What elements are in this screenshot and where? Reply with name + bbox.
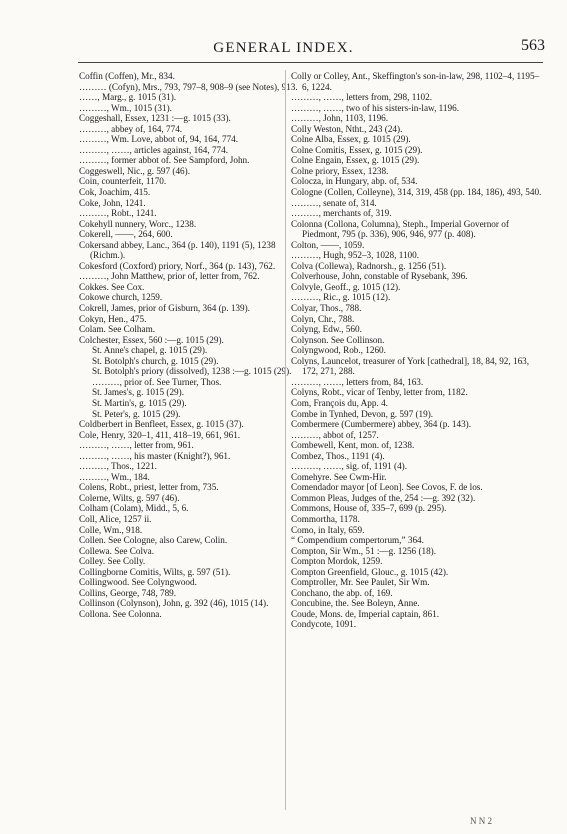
index-entry: Colam. See Colham.: [79, 324, 156, 335]
index-entry: ………, ……, his master (Knight?), 961.: [79, 450, 231, 461]
index-entry: Collona. See Colonna.: [79, 608, 162, 619]
index-entry: Coin, counterfeit, 1170.: [79, 176, 167, 187]
index-entry: Com, François du, App. 4.: [291, 397, 388, 408]
index-entry: St. James's, g. 1015 (29).: [92, 387, 184, 398]
index-entry: St. Botolph's church, g. 1015 (29).: [92, 355, 219, 366]
index-entry: Cokkes. See Cox.: [79, 281, 145, 292]
index-entry: Cokyn, Hen., 475.: [79, 313, 147, 324]
index-entry: Cole, Henry, 320–1, 411, 418–19, 661, 961.: [79, 429, 241, 440]
index-entry: ………, ……, letters from, 84, 163.: [291, 376, 424, 387]
index-entry: Coggeswell, Nic., g. 597 (46).: [79, 165, 190, 176]
index-entry: Coll, Alice, 1257 ii.: [79, 513, 152, 524]
index-entry: Colva (Collewa), Radnorsh., g. 1256 (51).: [291, 260, 447, 271]
index-entry: Concubine, the. See Boleyn, Anne.: [291, 598, 420, 609]
index-entry: Colly or Colley, Ant., Skeffington's son-in-law, 298, 1102–4, 1195–6, 1224.: [291, 71, 540, 92]
index-entry: Cokehyll nunnery, Worc., 1238.: [79, 218, 197, 229]
index-entry: Combez, Thos., 1191 (4).: [291, 450, 385, 461]
index-entry: “ Compendium compertorum,” 364.: [291, 535, 424, 546]
index-entry: ………, ……, articles against, 164, 774.: [79, 144, 229, 155]
index-entry: ………, John, 1103, 1196.: [291, 113, 389, 124]
signature-mark: N N 2: [470, 816, 492, 826]
index-entry: Cokersand abbey, Lanc., 364 (p. 140), 1191 (5), 1238 (Richm.).: [79, 239, 276, 261]
index-entry: Colynson. See Collinson.: [291, 334, 385, 345]
index-entry: ………, ……, letter from, 961.: [79, 440, 194, 451]
index-entry: Cokesford (Coxford) priory, Norf., 364 (p. 143), 762.: [79, 260, 276, 271]
index-entry: Cokerell, ——, 264, 600.: [79, 229, 173, 240]
index-entry: Comptroller, Mr. See Paulet, Sir Wm.: [291, 577, 430, 588]
index-entry: Colle, Wm., 918.: [79, 524, 143, 535]
index-entry: Colvyle, Geoff., g. 1015 (12).: [291, 281, 401, 292]
page-header: [0, 37, 567, 60]
index-entry: Colyngwood, Rob., 1260.: [291, 345, 386, 356]
index-entry: ………, abbot of, 1257.: [291, 429, 379, 440]
index-entry: Colens, Robt., priest, letter from, 735.: [79, 482, 219, 493]
index-entry: ………, Robt., 1241.: [79, 208, 157, 219]
index-entry: Colonna (Collona, Columna), Steph., Imperial Governor of Piedmont, 795 (p. 336), 906, 946, 977 (p. 408).: [291, 218, 509, 240]
index-entry: St. Anne's chapel, g. 1015 (29).: [92, 345, 208, 356]
index-entry: Colne priory, Essex, 1238.: [291, 165, 389, 176]
index-entry: Collins, George, 748, 789.: [79, 587, 177, 598]
index-entry: Cok, Joachim, 415.: [79, 187, 151, 198]
index-column-left: [79, 71, 309, 619]
index-entry: Coldberbert in Benfleet, Essex, g. 1015 (37).: [79, 419, 244, 430]
index-entry: Collingwood. See Colyngwood.: [79, 577, 197, 588]
index-entry: Coffin (Coffen), Mr., 834.: [79, 71, 175, 81]
index-entry: ……, Marg., g. 1015 (31).: [79, 92, 177, 103]
index-entry: Compton Greenfield, Glouc., g. 1015 (42).: [291, 566, 449, 577]
index-entry: Condycote, 1091.: [291, 619, 357, 630]
index-entry: Collinson (Colynson), John, g. 392 (46), 1015 (14).: [79, 598, 269, 609]
index-entry: Colham (Colam), Midd., 5, 6.: [79, 503, 189, 514]
index-entry: ………, Wm., 184.: [79, 471, 150, 482]
index-entry: Colocza, in Hungary, abp. of, 534.: [291, 176, 418, 187]
index-entry: Combe in Tynhed, Devon, g. 597 (19).: [291, 408, 434, 419]
index-entry: Colerne, Wilts, g. 597 (46).: [79, 492, 180, 503]
index-entry: Collingborne Comitis, Wilts, g. 597 (51).: [79, 566, 231, 577]
index-entry: Colyng, Edw., 560.: [291, 324, 362, 335]
index-entry: ………, prior of. See Turner, Thos.: [92, 376, 222, 387]
index-entry: ………, Hugh, 952–3, 1028, 1100.: [291, 250, 420, 261]
index-entry: Collen. See Cologne, also Carew, Colin.: [79, 535, 228, 546]
index-entry: Colyn, Chr., 788.: [291, 313, 355, 324]
index-entry: ………, Ric., g. 1015 (12).: [291, 292, 391, 303]
index-entry: St. Botolph's priory (dissolved), 1238 :—g. 1015 (29).: [92, 366, 292, 377]
index-entry: Combermere (Cumbermere) abbey, 364 (p. 143).: [291, 419, 472, 430]
index-column-right: [291, 71, 546, 630]
index-entry: Colchester, Essex, 560 :—g. 1015 (29).: [79, 334, 224, 345]
index-entry: St. Peter's, g. 1015 (29).: [92, 408, 181, 419]
index-entry: Commortha, 1178.: [291, 513, 360, 524]
index-entry: Coggeshall, Essex, 1231 :—g. 1015 (33).: [79, 113, 231, 124]
index-entry: Colverhouse, John, constable of Rysebank, 396.: [291, 271, 468, 282]
index-entry: ………, ……, two of his sisters-in-law, 1196.: [291, 102, 459, 113]
index-entry: Colne Alba, Essex, g. 1015 (29).: [291, 134, 411, 145]
page-number: 563: [521, 37, 545, 54]
index-entry: ………, Thos., 1221.: [79, 461, 157, 472]
index-entry: Compton, Sir Wm., 51 :—g. 1256 (18).: [291, 545, 437, 556]
index-entry: ………, Wm. Love, abbot of, 94, 164, 774.: [79, 134, 239, 145]
index-entry: Coude, Mons. de, Imperial captain, 861.: [291, 608, 439, 619]
index-entry: Cokrell, James, prior of Gisburn, 364 (p. 139).: [79, 303, 250, 314]
index-entry: ………, senate of, 314.: [291, 197, 377, 208]
index-entry: Common Pleas, Judges of the, 254 :—g. 392 (32).: [291, 492, 476, 503]
index-entry: St. Martin's, g. 1015 (29).: [92, 397, 187, 408]
index-entry: ………, John Matthew, prior of, letter from, 762.: [79, 271, 260, 282]
index-entry: Colyns, Robt., vicar of Tenby, letter from, 1182.: [291, 387, 468, 398]
page-title: GENERAL INDEX.: [213, 40, 354, 56]
index-entry: Conchano, the abp. of, 169.: [291, 587, 393, 598]
index-entry: Colne Engain, Essex, g. 1015 (29).: [291, 155, 420, 166]
index-entry: Colne Comitis, Essex, g. 1015 (29).: [291, 144, 423, 155]
index-entry: Colyns, Launcelot, treasurer of York [cathedral], 18, 84, 92, 163, 172, 271, 288.: [291, 355, 530, 377]
index-entry: Comehyre. See Cwm-Hir.: [291, 471, 387, 482]
index-entry: Colley. See Colly.: [79, 556, 146, 567]
index-entry: Colton, ——, 1059.: [291, 239, 365, 250]
index-entry: ………, ……, sig. of, 1191 (4).: [291, 461, 408, 472]
index-entry: Comendador mayor [of Leon]. See Covos, F. de los.: [291, 482, 483, 493]
index-entry: Cologne (Collen, Colleyne), 314, 319, 458 (pp. 184, 186), 493, 540.: [291, 187, 542, 198]
index-entry: ……… (Cofyn), Mrs., 793, 797–8, 908–9 (see Notes), 913.: [79, 81, 298, 92]
index-entry: Collewa. See Colva.: [79, 545, 155, 556]
index-entry: Commons, House of, 335–7, 699 (p. 295).: [291, 503, 447, 514]
index-entry: Colyar, Thos., 788.: [291, 303, 362, 314]
header-rule: [78, 62, 543, 63]
column-divider: [285, 70, 286, 810]
index-entry: ………, abbey of, 164, 774.: [79, 123, 183, 134]
index-entry: ………, former abbot of. See Sampford, John.: [79, 155, 250, 166]
index-entry: Compton Mordok, 1259.: [291, 556, 383, 567]
index-entry: Combewell, Kent, mon. of, 1238.: [291, 440, 415, 451]
index-entry: ………, merchants of, 319.: [291, 208, 392, 219]
index-entry: ………, Wm., 1015 (31).: [79, 102, 172, 113]
index-entry: Cokowe church, 1259.: [79, 292, 163, 303]
index-entry: Colly Weston, Ntht., 243 (24).: [291, 123, 403, 134]
index-entry: Como, in Italy, 659.: [291, 524, 365, 535]
index-entry: ………, ……, letters from, 298, 1102.: [291, 92, 433, 103]
index-entry: Coke, John, 1241.: [79, 197, 146, 208]
